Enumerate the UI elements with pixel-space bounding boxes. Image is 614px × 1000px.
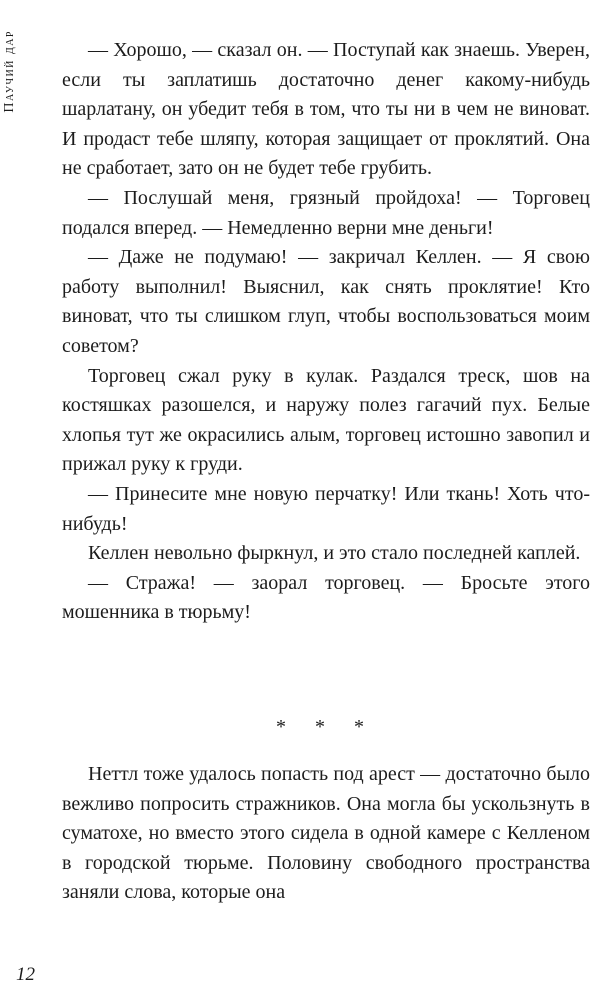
running-head (2, 30, 26, 180)
paragraph: — Послушай меня, грязный пройдоха! — Торговец подался вперед. — Немедленно верни мне деньги! (62, 186, 590, 239)
section-break: * * * (276, 716, 376, 738)
body-text-continued (62, 760, 590, 908)
body-text (62, 36, 590, 628)
paragraph: — Хорошо, — сказал он. — Поступай как знаешь. Уверен, если ты заплатишь достаточно денег какому-нибудь шарлатану, он убедит тебя в том, что ты ни в чем не виноват. И продаст тебе шляпу, которая защищает от проклятий. Она не сработает, зато он не будет тебе грубить. (62, 39, 590, 180)
paragraph: Келлен невольно фыркнул, и это стало последней каплей. (88, 542, 581, 565)
paragraph: — Стража! — заорал торговец. — Бросьте этого мошенника в тюрьму! (62, 571, 590, 624)
paragraph: — Даже не подумаю! — закричал Келлен. — Я свою работу выполнил! Выяснил, как снять проклятие! Кто виноват, что ты слишком глуп, чтобы воспользоваться моим советом? (62, 246, 590, 357)
paragraph: Торговец сжал руку в кулак. Раздался треск, шов на костяшках разошелся, и наружу полез гагачий пух. Белые хлопья тут же окрасились алым, торговец истошно завопил и прижал руку к груди. (62, 364, 590, 476)
page-number: 12 (16, 964, 35, 985)
paragraph: Неттл тоже удалось попасть под арест — достаточно было вежливо попросить стражников. Она могла бы ускользнуть в суматохе, но вместо этого сидела в одной камере с Келленом в городской тюрьме. Половину свободного пространства заняли слова, которые она (62, 763, 590, 904)
running-head-text: Паучий дар (2, 30, 17, 113)
paragraph: — Принесите мне новую перчатку! Или ткань! Хоть что-нибудь! (62, 482, 590, 535)
